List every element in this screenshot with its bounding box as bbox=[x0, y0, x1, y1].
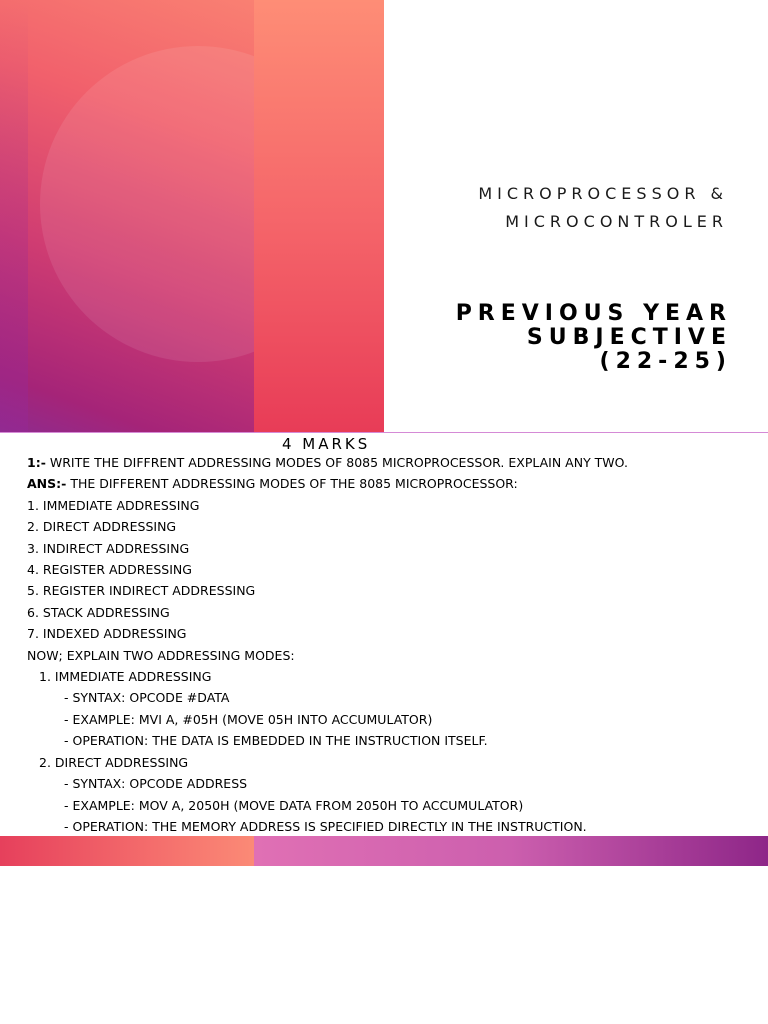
explanation-syntax: - SYNTAX: OPCODE ADDRESS bbox=[64, 776, 248, 792]
mode-list-item: 7. INDEXED ADDRESSING bbox=[27, 626, 187, 642]
footer-band-right bbox=[254, 836, 768, 866]
explanation-example: - EXAMPLE: MVI A, #05H (MOVE 05H INTO ACCUMULATOR) bbox=[64, 711, 433, 727]
explain-intro: NOW; EXPLAIN TWO ADDRESSING MODES: bbox=[27, 647, 295, 663]
explanation-heading: 2. DIRECT ADDRESSING bbox=[39, 754, 189, 770]
answer-label: ANS:- bbox=[27, 476, 67, 492]
question-label: 1:- bbox=[27, 455, 46, 470]
question-text: WRITE THE DIFFRENT ADDRESSING MODES OF 8085 MICROPROCESSOR. EXPLAIN ANY TWO. bbox=[49, 455, 628, 470]
title-line-3: (22-25) bbox=[599, 349, 732, 374]
subject-line-1: MICROPROCESSOR & bbox=[478, 184, 728, 203]
mode-list-item: 3. INDIRECT ADDRESSING bbox=[27, 540, 190, 556]
subject-line-2: MICROCONTROLER bbox=[505, 212, 728, 231]
cover-gradient-art bbox=[0, 0, 384, 432]
mode-list-item: 1. IMMEDIATE ADDRESSING bbox=[27, 497, 200, 513]
footer-gradient-band bbox=[0, 836, 768, 866]
cover-left-strip bbox=[0, 0, 28, 432]
answer-line bbox=[27, 473, 747, 494]
document-title bbox=[456, 302, 732, 374]
section-divider bbox=[0, 432, 768, 433]
title-line-2: SUBJECTIVE bbox=[526, 325, 732, 350]
question-line bbox=[27, 452, 747, 473]
cover-right-strip bbox=[254, 0, 384, 432]
explanation-example: - EXAMPLE: MOV A, 2050H (MOVE DATA FROM 2050H TO ACCUMULATOR) bbox=[64, 797, 524, 813]
mode-list-item: 6. STACK ADDRESSING bbox=[27, 604, 170, 620]
question-answer-body bbox=[27, 452, 747, 837]
section-heading-marks: 4 MARKS bbox=[282, 435, 371, 453]
mode-list-item: 5. REGISTER INDIRECT ADDRESSING bbox=[27, 583, 256, 599]
mode-list-item: 4. REGISTER ADDRESSING bbox=[27, 562, 192, 578]
title-line-1: PREVIOUS YEAR bbox=[455, 301, 732, 326]
explanation-syntax: - SYNTAX: OPCODE #DATA bbox=[64, 690, 230, 706]
explanation-heading: 1. IMMEDIATE ADDRESSING bbox=[39, 669, 212, 685]
explanation-operation: - OPERATION: THE MEMORY ADDRESS IS SPECIFIED DIRECTLY IN THE INSTRUCTION. bbox=[64, 818, 587, 834]
mode-list-item: 2. DIRECT ADDRESSING bbox=[27, 519, 177, 535]
answer-text: THE DIFFERENT ADDRESSING MODES OF THE 8085 MICROPROCESSOR: bbox=[70, 476, 518, 492]
footer-band-left bbox=[0, 836, 254, 866]
explanation-operation: - OPERATION: THE DATA IS EMBEDDED IN THE INSTRUCTION ITSELF. bbox=[64, 733, 488, 749]
subject-name bbox=[478, 180, 728, 236]
